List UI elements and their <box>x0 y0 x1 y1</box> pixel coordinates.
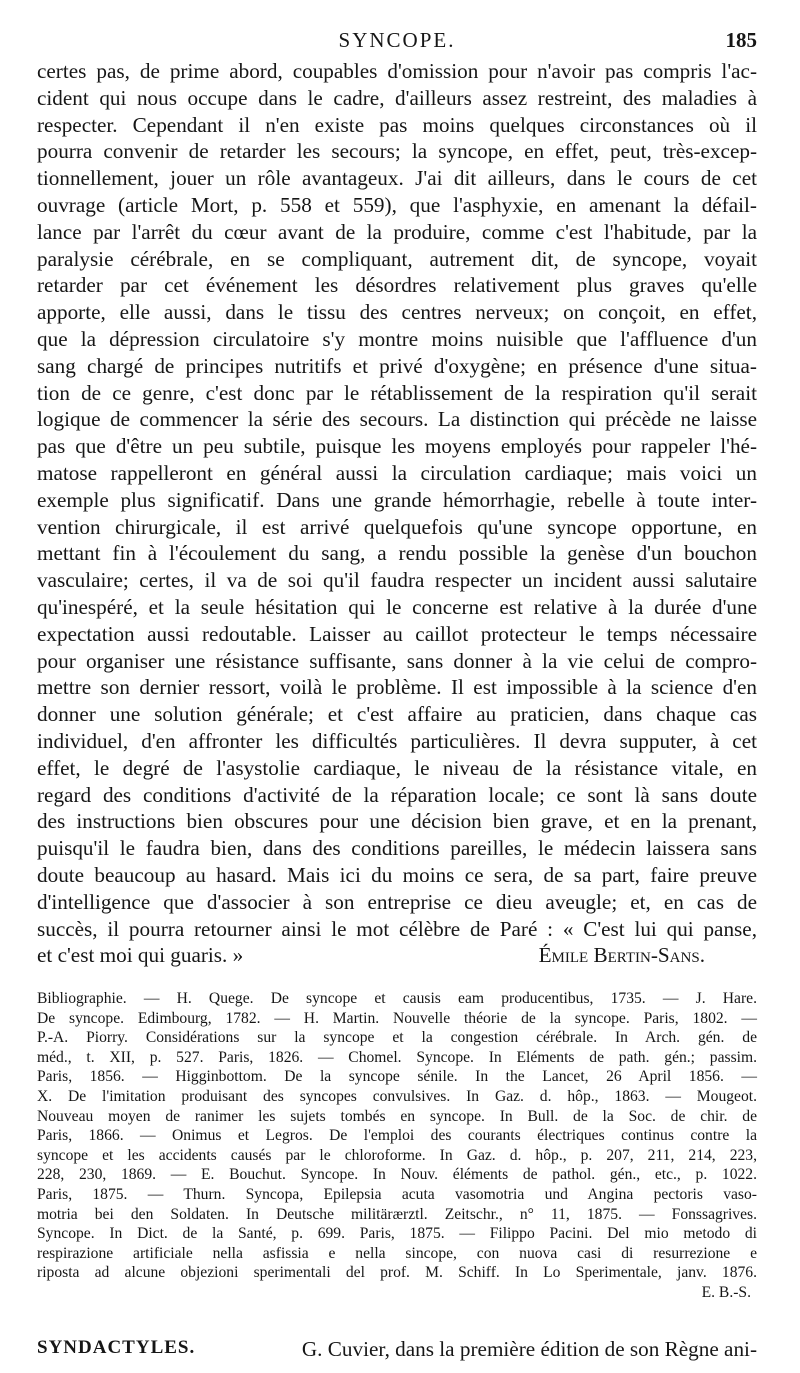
bibliography-line: Nouveau moyen de ranimer les sujets tombés en syncope. In Bull. de la Soc. de chir. de <box>37 1107 757 1125</box>
text-line: lance par l'arrêt du cœur avant de la produire, comme c'est l'habitude, par la <box>37 219 757 244</box>
entry-text: G. Cuvier, dans la première édition de son Règne ani- <box>301 1336 757 1361</box>
text-line: mettant fin à l'écoulement du sang, a rendu possible la genèse d'un bouchon <box>37 541 757 566</box>
text-line: matose rappelleront en général aussi la circulation cardiaque; mais voici un <box>37 460 757 485</box>
text-line: effet, le degré de l'asystolie cardiaque, le niveau de la résistance vitale, en <box>37 755 757 780</box>
bibliography <box>37 989 757 1303</box>
text-line: exemple plus significatif. Dans une grande hémorrhagie, rebelle à toute inter- <box>37 487 757 512</box>
text-line: d'intelligence que d'associer à son entreprise ce dieu aveugle; et, en cas de <box>37 889 757 914</box>
text-line: mettre son dernier ressort, voilà le problème. Il est impossible à la science d'en <box>37 675 757 700</box>
bibliography-line: De syncope. Edimbourg, 1782. — H. Martin. Nouvelle théorie de la syncope. Paris, 1802. — <box>37 1009 757 1027</box>
bibliography-line: respirazione artificiale nella asfissia e nella sincope, con nuova casi di resurrezione e <box>37 1244 757 1262</box>
text-line: des instructions bien obscures pour une décision bien grave, et en la prenant, <box>37 809 757 834</box>
page <box>37 0 757 1362</box>
page-number: 185 <box>725 28 757 52</box>
text-line: regard des conditions d'activité de la réparation locale; ce sont là sans doute <box>37 782 757 807</box>
text-line: puisqu'il le faudra bien, dans des conditions pareilles, le médecin laissera sans <box>37 836 757 861</box>
next-entry <box>37 1337 757 1362</box>
bibliography-line: Syncope. In Dict. de la Santé, p. 699. Paris, 1875. — Filippo Pacini. Del mio metodo di <box>37 1225 757 1243</box>
text-line: cident qui nous occupe dans le cadre, d'ailleurs assez restreint, des maladies à <box>37 85 757 110</box>
bibliography-line: Bibliographie. — H. Quege. De syncope et causis eam producentibus, 1735. — J. Hare. <box>37 990 757 1008</box>
author-signature: Émile Bertin-Sans. <box>538 943 705 968</box>
bibliography-line: P.-A. Piorry. Considérations sur la syncope et la congestion cérébrale. In Arch. gén. de <box>37 1029 757 1047</box>
entry-headword: SYNDACTYLES. <box>37 1336 196 1358</box>
text-line: tion de ce genre, c'est donc par le rétablissement de la respiration qu'il serait <box>37 380 757 405</box>
text-line: pour organiser une résistance suffisante, sans donner à la vie celui de compro- <box>37 648 757 673</box>
closing-line <box>37 942 757 969</box>
text-line: que la dépression circulatoire s'y montre moins nuisible que l'affluence d'un <box>37 326 757 351</box>
text-line: paralysie cérébrale, en se compliquant, autrement dit, de syncope, voyait <box>37 246 757 271</box>
bibliography-line: X. De l'imitation produisant des syncopes convulsives. In Gaz. d. hôp., 1863. — Mougeot. <box>37 1088 757 1106</box>
running-title: SYNCOPE. <box>338 28 456 52</box>
running-head <box>37 0 757 58</box>
text-line: tionnellement, jouer un rôle avantageux. J'ai dit ailleurs, dans le cours de cet <box>37 166 757 191</box>
text-line: logique de commencer la série des secours. La distinction qui précède ne laisse <box>37 407 757 432</box>
text-line: apporte, elle aussi, dans le tissu des centres nerveux; on conçoit, en effet, <box>37 300 757 325</box>
text-line: succès, il pourra retourner ainsi le mot célèbre de Paré : « C'est lui qui panse, <box>37 916 757 941</box>
final-text-line: et c'est moi qui guaris. » <box>37 943 244 968</box>
bibliography-line: Paris, 1875. — Thurn. Syncopa, Epilepsia acuta vasomotria und Angina pectoris vaso- <box>37 1186 757 1204</box>
text-line: donner une solution générale; et c'est affaire au praticien, dans chaque cas <box>37 702 757 727</box>
text-line: certes pas, de prime abord, coupables d'omission pour n'avoir pas compris l'ac- <box>37 59 757 83</box>
text-line: vention chirurgicale, il est arrivé quelquefois qu'une syncope opportune, en <box>37 514 757 539</box>
text-line: qu'inespéré, et la seule hésitation qui le concerne est relative à la durée d'une <box>37 594 757 619</box>
bibliography-line: riposta ad alcune objezioni sperimentali del prof. M. Schiff. In Lo Sperimentale, janv. 1876. <box>37 1264 757 1282</box>
main-text <box>37 58 757 969</box>
bibliography-line: syncope et les accidents causés par le chloroforme. In Gaz. d. hôp., p. 207, 211, 214, 223, <box>37 1146 757 1164</box>
text-line: respecter. Cependant il n'en existe pas moins quelques circonstances où il <box>37 112 757 137</box>
text-line: retarder par cet événement les désordres relativement plus graves qu'elle <box>37 273 757 298</box>
bibliography-line: motria bei den Soldaten. In Deutsche militärærztl. Zeitschr., n° 11, 1875. — Fonssagrives. <box>37 1205 757 1223</box>
text-line: pourra convenir de retarder les secours; la syncope, en effet, peut, très-excep- <box>37 139 757 164</box>
text-line: doute beaucoup au hasard. Mais ici du moins ce sera, de sa part, faire preuve <box>37 862 757 887</box>
text-line: ouvrage (article Mort, p. 558 et 559), que l'asphyxie, en amenant la défail- <box>37 192 757 217</box>
bibliography-line: 228, 230, 1869. — E. Bouchut. Syncope. In Nouv. éléments de pathol. gén., etc., p. 1022. <box>37 1166 757 1184</box>
text-line: expectation aussi redoutable. Laisser au caillot protecteur le temps nécessaire <box>37 621 757 646</box>
text-line: pas que d'être un peu subtile, puisque les moyens employés pour rappeler l'hé- <box>37 434 757 459</box>
text-line: sang chargé de principes nutritifs et privé d'oxygène; en présence d'une situa- <box>37 353 757 378</box>
text-line: individuel, d'en affronter les difficultés particulières. Il devra supputer, à cet <box>37 728 757 753</box>
bibliography-line: Paris, 1866. — Onimus et Legros. De l'emploi des courants électriques continus contre la <box>37 1127 757 1145</box>
bibliography-line: Paris, 1856. — Higginbottom. De la syncope sénile. In the Lancet, 26 April 1856. — <box>37 1068 757 1086</box>
bibliography-signature: E. B.-S. <box>701 1284 751 1301</box>
bibliography-line: méd., t. XII, p. 527. Paris, 1826. — Chomel. Syncope. In Eléments de path. gén.; passim. <box>37 1048 757 1066</box>
text-line: vasculaire; certes, il va de soi qu'il faudra respecter un incident aussi salutaire <box>37 568 757 593</box>
